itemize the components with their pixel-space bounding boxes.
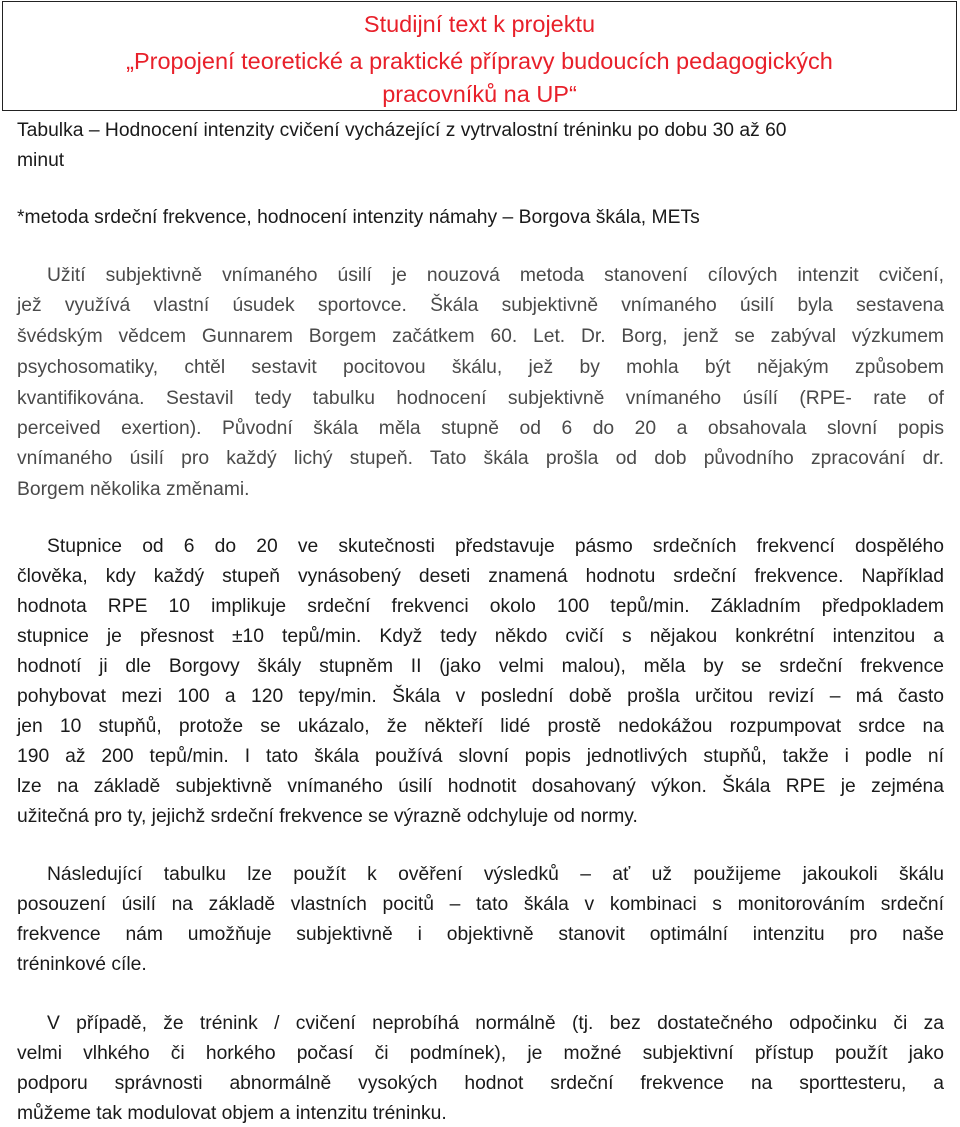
paragraph-line: člověka, kdy každý stupeň vynásobený deseti znamená hodnotu srdeční frekvence. Například [17,566,944,587]
paragraph-line: V případě, že trénink / cvičení neprobíhá normálně (tj. bez dostatečného odpočinku či za [47,1013,944,1034]
paragraph-line: lze na základě subjektivně vnímaného úsilí hodnotit dosahovaný výkon. Škála RPE je zejména [17,776,944,797]
paragraph-line: jen 10 stupňů, protože se ukázalo, že někteří lidé prostě nedokážou rozpumpovat srdce na [17,716,944,737]
paragraph-line: psychosomatiky, chtěl sestavit pocitovou škálu, jež by mohla být nějakým způsobem [17,357,944,378]
paragraph-line: Stupnice od 6 do 20 ve skutečnosti představuje pásmo srdečních frekvencí dospělého [47,536,944,557]
paragraph-line: můžeme tak modulovat objem a intenzitu tréninku. [17,1103,447,1124]
paragraph-line: posouzení úsilí na základě vlastních pocitů – tato škála v kombinaci s monitorováním srdeční [17,894,944,915]
paragraph-line: tréninkové cíle. [17,954,147,975]
paragraph-line: perceived exertion). Původní škála měla stupně od 6 do 20 a obsahovala slovní popis [17,418,944,439]
paragraph-line: stupnice je přesnost ±10 tepů/min. Když tedy někdo cvičí s nějakou konkrétní intenzitou a [17,626,944,647]
header-project-name-cont: pracovníků na UP“ [382,81,577,107]
table-caption-line: minut [17,150,65,171]
paragraph-line: Následující tabulku lze použít k ověření výsledků – ať už použijeme jakoukoli škálu [47,864,944,885]
method-note: *metoda srdeční frekvence, hodnocení intenzity námahy – Borgova škála, METs [17,207,700,228]
paragraph-line: vnímaného úsilí pro každý lichý stupeň. Tato škála prošla od dob původního zpracování dr. [17,448,944,469]
paragraph-line: velmi vlhkého či horkého počasí či podmínek), je možné subjektivní přístup použít jako [17,1043,944,1064]
header-box [2,1,957,111]
paragraph-line: hodnota RPE 10 implikuje srdeční frekvenci okolo 100 tepů/min. Základním předpokladem [17,596,944,617]
paragraph-line: hodnotí ji dle Borgovy škály stupněm II (jako velmi malou), měla by se srdeční frekvence [17,656,944,677]
paragraph-line: frekvence nám umožňuje subjektivně i objektivně stanovit optimální intenzitu pro naše [17,924,944,945]
paragraph-line: 190 až 200 tepů/min. I tato škála používá slovní popis jednotlivých stupňů, takže i podle ní [17,746,944,767]
paragraph-line: švédským vědcem Gunnarem Borgem začátkem 60. Let. Dr. Borg, jenž se zabýval výzkumem [17,326,944,347]
header-project-name: „Propojení teoretické a praktické přípravy budoucích pedagogických [126,48,833,74]
paragraph-line: podporu správnosti abnormálně vysokých hodnot srdeční frekvence na sporttesteru, a [17,1073,944,1094]
table-caption-line: Tabulka – Hodnocení intenzity cvičení vycházející z vytrvalostní tréninku po dobu 30 až 60 [17,120,787,141]
paragraph-line: pohybovat mezi 100 a 120 tepy/min. Škála v poslední době prošla určitou revizí – má často [17,686,944,707]
paragraph-line: Borgem několika změnami. [17,479,250,500]
paragraph-line: kvantifikována. Sestavil tedy tabulku hodnocení subjektivně vnímaného úsílí (RPE- rate of [17,388,944,409]
header-title: Studijní text k projektu [363,11,596,37]
paragraph-line: užitečná pro ty, jejichž srdeční frekvence se výrazně odchyluje od normy. [17,806,638,827]
paragraph-line: jež využívá vlastní úsudek sportovce. Škála subjektivně vnímaného úsilí byla sestavena [17,295,944,316]
paragraph-line: Užití subjektivně vnímaného úsilí je nouzová metoda stanovení cílových intenzit cvičení, [47,265,944,286]
